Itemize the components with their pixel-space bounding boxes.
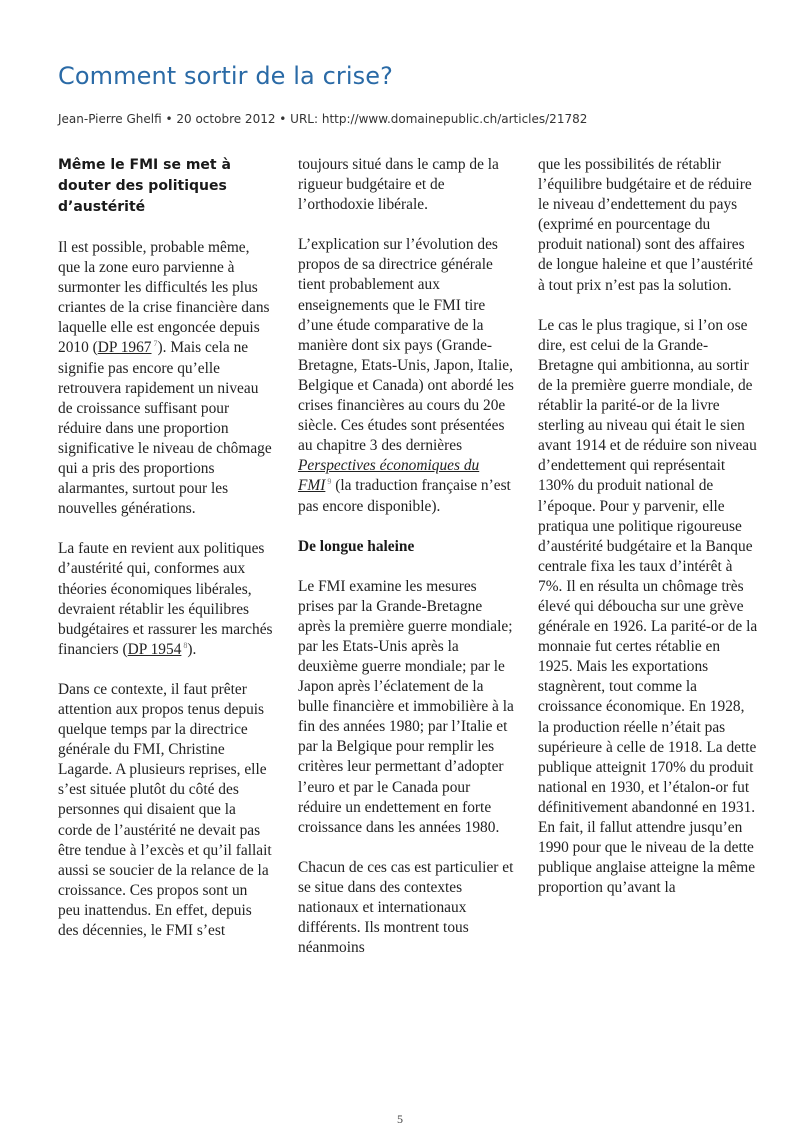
- paragraph-text: ).: [187, 640, 197, 658]
- paragraph: que les possibilités de rétablir l’équilibre budgétaire et de réduire le niveau d’endettement du pays (exprimé en pourcentage du produit national) sont des affaires de longue haleine et que l’austérité à tout prix n’est pas la solution.: [538, 156, 753, 294]
- paragraph-text: (la traduction française n’est pas encore disponible).: [298, 477, 511, 515]
- paragraph: [298, 235, 515, 516]
- paragraph-text: La faute en revient aux politiques d’austérité qui, conformes aux théories économiques libérales, devraient rétablir les équilibres budgétaires et rassurer les marchés financiers (: [58, 540, 273, 658]
- footnote-ref[interactable]: 9: [327, 477, 332, 487]
- byline: Jean-Pierre Ghelfi • 20 octobre 2012 • URL: http://www.domainepublic.ch/articles/21782: [58, 112, 588, 126]
- paragraph: Chacun de ces cas est particulier et se situe dans des contextes nationaux et internationaux différents. Ils montrent tous néanmoins: [298, 858, 514, 957]
- footnote-ref[interactable]: 8: [183, 640, 188, 650]
- paragraph-text: Il est possible, probable même, que la zone euro parvienne à surmonter les difficultés les plus criantes de la crise financière dans laquelle elle est engoncée depuis 2010 (: [58, 239, 270, 357]
- article-column-2: [298, 155, 515, 978]
- article-column-3: [538, 155, 758, 918]
- paragraph: Le cas le plus tragique, si l’on ose dire, est celui de la Grande-Bretagne qui ambitionna, au sortir de la première guerre mondiale, de rétablir la parité-or de la livre sterling au niveau qui était le sien avant 1914 et de réduire son niveau d’endettement qui représentait 130% du produit national de l’époque. Pour y parvenir, elle pratiqua une politique rigoureuse d’austérité budgétaire et la Banque centrale fixa les taux d’intérêt à 7%. Il en résulta un chômage très élevé qui déboucha sur une grève générale en 1926. La parité-or de la monnaie fut certes rétablie en 1925. Mais les exportations stagnèrent, tout comme la croissance économique. En 1928, la production réelle n’était pas supérieure à celle de 1918. La dette publique atteignit 170% du produit national en 1930, et l’étalon-or fut définitivement abandonné en 1931. En fait, il fallut attendre jusqu’en 1990 pour que le niveau de la dette publique anglaise atteigne la même proportion qu’avant la: [538, 316, 758, 897]
- page-title: Comment sortir de la crise?: [58, 62, 393, 90]
- section-subheading: De longue haleine: [298, 537, 415, 555]
- page-number: 5: [397, 1112, 403, 1126]
- paragraph: toujours situé dans le camp de la rigueur budgétaire et de l’orthodoxie libérale.: [298, 156, 499, 214]
- section-subheading: Même le FMI se met à douter des politiques d’austérité: [58, 157, 231, 215]
- perspectives-fmi-link[interactable]: Perspectives économiques du FMI: [298, 457, 480, 495]
- footnote-ref[interactable]: 7: [153, 339, 158, 349]
- dp-1967-link[interactable]: DP 1967: [97, 339, 152, 357]
- paragraph: Le FMI examine les mesures prises par la Grande-Bretagne après la première guerre mondiale; par les Etats-Unis après la deuxième guerre mondiale; par le Japon après l’éclatement de la bulle financière et immobilière à la fin des années 1980; par l’Italie et par la Belgique pour remplir les critères leur permettant d’adopter l’euro et par le Canada pour réduire un endettement en forte croissance dans les années 1980.: [298, 577, 514, 836]
- paragraph-text: ). Mais cela ne signifie pas encore qu’elle retrouvera rapidement un niveau de croissance suffisant pour réduire dans une proportion significative le niveau de chômage qui a pris des proportions alarmantes, surtout pour les nouvelles générations.: [58, 339, 272, 518]
- paragraph: Dans ce contexte, il faut prêter attention aux propos tenus depuis quelque temps par la directrice générale du FMI, Christine Lagarde. A plusieurs reprises, elle s’est située plutôt du côté des personnes qui disaient que la corde de l’austérité ne devait pas être tendue à l’excès et qu’il fallait aussi se soucier de la relance de la croissance. Ces propos sont un peu inattendus. En effet, depuis des décennies, le FMI s’est: [58, 680, 272, 939]
- paragraph: [58, 539, 273, 660]
- article-column-1: [58, 155, 273, 961]
- paragraph-text: L’explication sur l’évolution des propos de sa directrice générale tient probablement aux enseignements que le FMI tire d’une étude comparative de la manière dont six pays (Grande-Bretagne, Etats-Unis, Japon, Italie, Belgique et Canada) ont abordé les crises financières au cours du 20e siècle. Ces études sont présentées au chapitre 3 des dernières: [298, 236, 514, 455]
- paragraph: [58, 238, 273, 519]
- dp-1954-link[interactable]: DP 1954: [127, 640, 182, 658]
